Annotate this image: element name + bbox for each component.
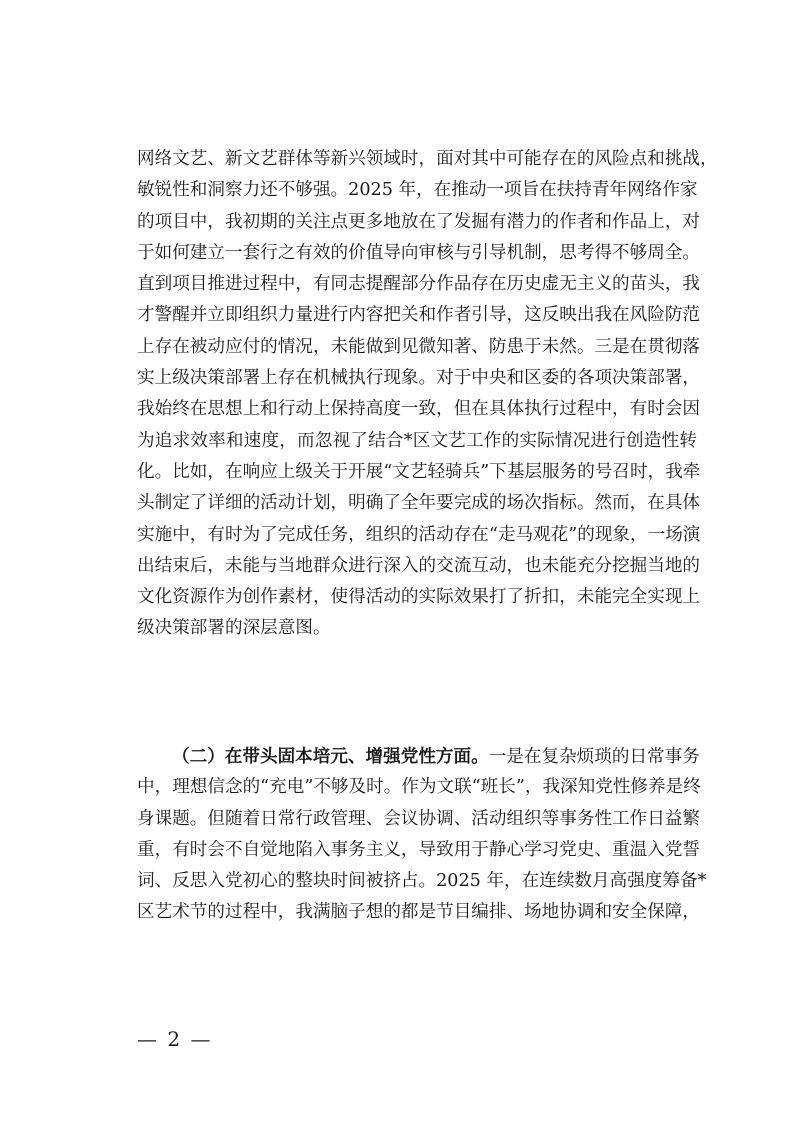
text-line: 才警醒并立即组织力量进行内容把关和作者引导，这反映出我在风险防范 [137,305,701,326]
text-line: 区艺术节的过程中，我满脑子想的都是节目编排、场地协调和安全保障， [137,902,701,923]
text-line: 敏锐性和洞察力还不够强。2025 年，在推动一项旨在扶持青年网络作家 [137,180,698,201]
text-line: 文化资源作为创作素材，使得活动的实际效果打了折扣，未能完全实现上 [137,587,701,608]
text-line: 我始终在思想上和行动上保持高度一致，但在具体执行过程中，有时会因 [137,399,701,420]
page-number: — 2 — [137,1027,213,1051]
text-line: 头制定了详细的活动计划，明确了全年要完成的场次指标。然而，在具体 [137,493,701,514]
text-line: 于如何建立一套行之有效的价值导向审核与引导机制，思考得不够周全。 [137,242,701,263]
text-line: 化。比如，在响应上级关于开展“文艺轻骑兵”下基层服务的号召时，我牵 [137,461,701,482]
section-heading: （二）在带头固本培元、增强党性方面。 [172,746,489,767]
section-first-line-text: 一是在复杂烦琐的日常事务 [488,747,700,767]
text-line: 的项目中，我初期的关注点更多地放在了发掘有潜力的作者和作品上，对 [137,211,701,232]
text-line: 级决策部署的深层意图。 [137,618,331,639]
text-line: 实上级决策部署上存在机械执行现象。对于中央和区委的各项决策部署， [137,368,701,389]
paragraph-continuation [137,144,718,645]
section-first-line [137,741,700,772]
text-line: 直到项目推进过程中，有同志提醒部分作品存在历史虚无主义的苗头，我 [137,274,701,295]
text-line: 重，有时会不自觉地陷入事务主义，导致用于静心学习党史、重温入党誓 [137,839,701,860]
text-line: 网络文艺、新文艺群体等新兴领域时，面对其中可能存在的风险点和挑战， [137,149,718,169]
text-line: 出结束后，未能与当地群众进行深入的交流互动，也未能充分挖掘当地的 [137,555,701,576]
text-line: 为追求效率和速度，而忽视了结合*区文艺工作的实际情况进行创造性转 [137,430,697,451]
text-line: 中，理想信念的“充电”不够及时。作为文联“班长”，我深知党性修养是终 [137,777,701,798]
text-line: 身课题。但随着日常行政管理、会议协调、活动组织等事务性工作日益繁 [137,808,701,829]
paragraph-section-two [137,741,707,929]
text-line: 上存在被动应付的情况，未能做到见微知著、防患于未然。三是在贯彻落 [137,336,701,357]
text-line: 实施中，有时为了完成任务，组织的活动存在“走马观花”的现象，一场演 [137,524,701,545]
text-line: 词、反思入党初心的整块时间被挤占。2025 年，在连续数月高强度筹备* [137,871,707,892]
